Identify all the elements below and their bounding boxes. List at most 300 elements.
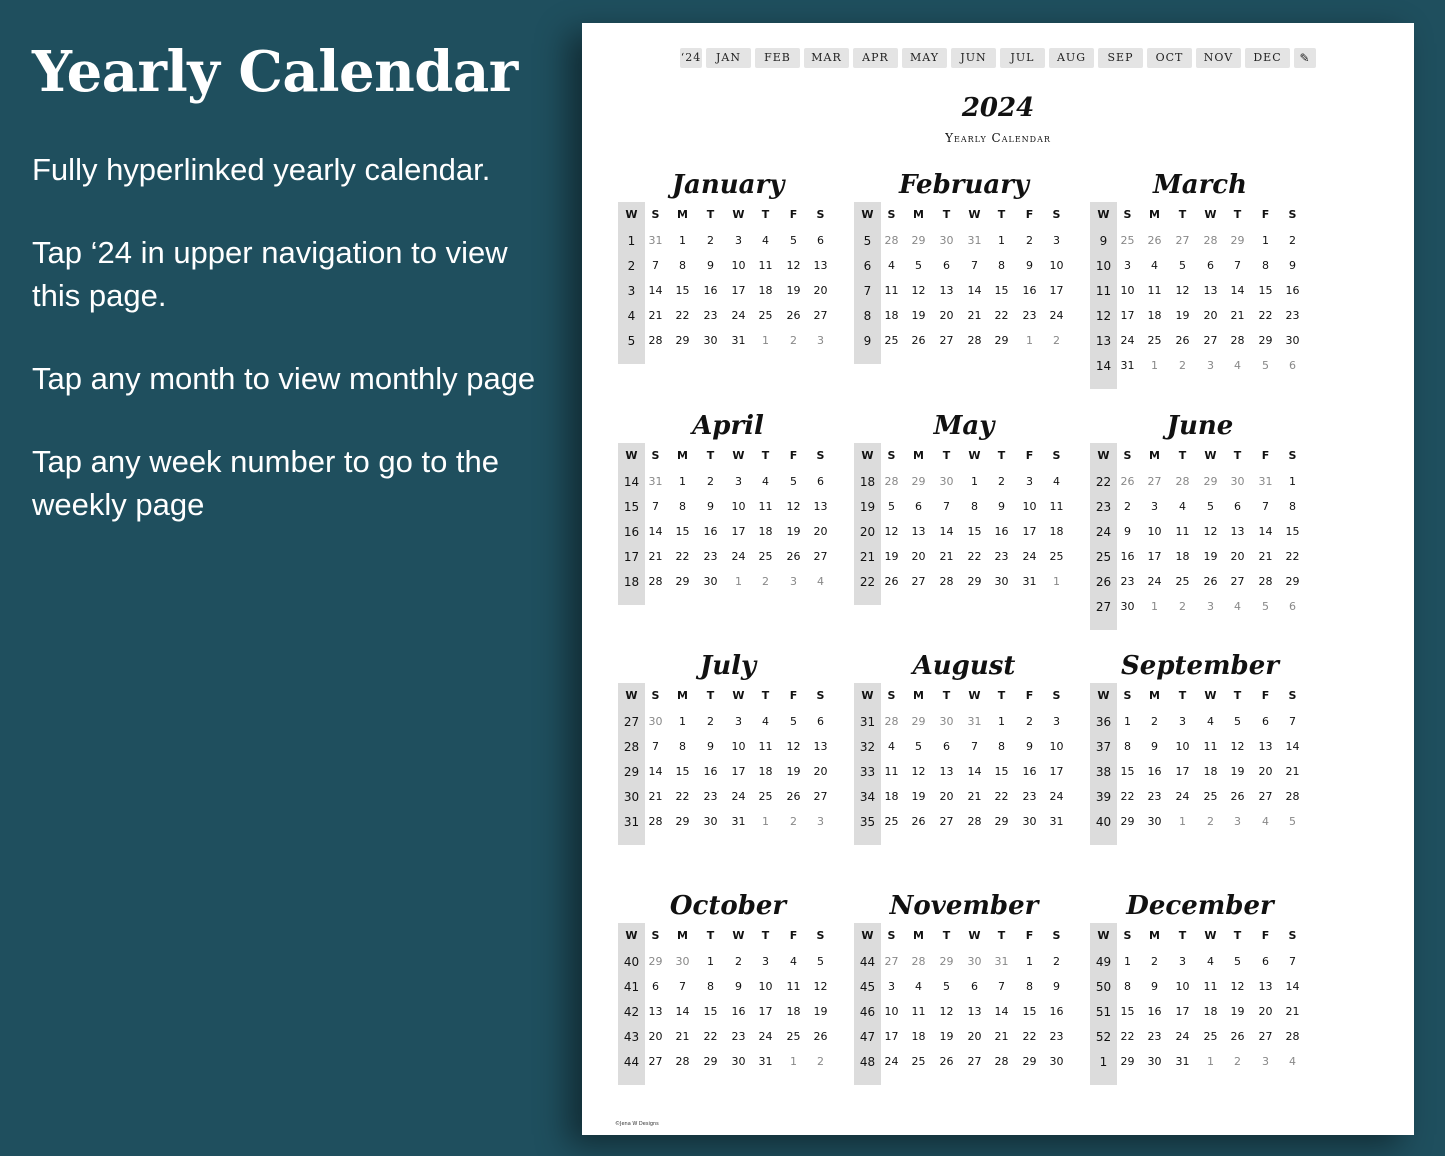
day-cell: 31 xyxy=(967,715,982,728)
day-cell: 5 xyxy=(915,259,922,272)
day-cell: 17 xyxy=(1049,284,1064,297)
week-number-link[interactable]: 18 xyxy=(859,475,876,489)
week-number-link[interactable]: 49 xyxy=(1095,955,1112,969)
day-cell: 18 xyxy=(1147,309,1162,322)
day-cell: 30 xyxy=(703,575,718,588)
weekday-label: W xyxy=(732,929,745,942)
week-row xyxy=(1090,1002,1310,1022)
nav-month-tab-jun[interactable]: JUN xyxy=(951,48,996,68)
day-cell: 21 xyxy=(675,1030,690,1043)
week-number-link[interactable]: 41 xyxy=(623,980,640,994)
day-cell: 12 xyxy=(1175,284,1190,297)
week-number-link[interactable]: 50 xyxy=(1095,980,1112,994)
week-number-link[interactable]: 48 xyxy=(859,1055,876,1069)
week-number-link[interactable]: 43 xyxy=(623,1030,640,1044)
day-cell: 16 xyxy=(1147,1005,1162,1018)
day-cell: 23 xyxy=(994,550,1009,563)
week-number-link[interactable]: 12 xyxy=(1095,309,1112,323)
week-row xyxy=(618,547,838,567)
month-name[interactable]: October xyxy=(669,891,787,921)
day-cell: 30 xyxy=(703,815,718,828)
day-cell: 21 xyxy=(1230,309,1245,322)
week-number-link[interactable]: 25 xyxy=(1095,550,1112,564)
day-cell: 3 xyxy=(1234,815,1241,828)
nav-month-tab-jan[interactable]: JAN xyxy=(706,48,751,68)
day-cell: 31 xyxy=(648,475,663,488)
weekday-label: S xyxy=(1288,929,1297,942)
day-cell: 20 xyxy=(967,1030,982,1043)
weekday-label: S xyxy=(887,929,896,942)
week-number-link[interactable]: 40 xyxy=(623,955,640,969)
day-cell: 29 xyxy=(1022,1055,1037,1068)
day-cell: 2 xyxy=(1124,500,1131,513)
day-cell: 31 xyxy=(758,1055,773,1068)
day-cell: 29 xyxy=(994,815,1009,828)
day-cell: 23 xyxy=(731,1030,746,1043)
week-row xyxy=(854,331,1074,351)
day-cell: 3 xyxy=(817,815,824,828)
week-number-link[interactable]: 16 xyxy=(623,525,640,539)
month-name[interactable]: July xyxy=(699,651,757,681)
weekday-label: S xyxy=(1123,449,1132,462)
day-cell: 30 xyxy=(1285,334,1300,347)
week-number-link[interactable]: 22 xyxy=(859,575,876,589)
day-cell: 4 xyxy=(1234,359,1241,372)
day-cell: 9 xyxy=(735,980,742,993)
day-cell: 5 xyxy=(1262,600,1269,613)
week-row xyxy=(618,1027,838,1047)
day-cell: 7 xyxy=(998,980,1005,993)
month-name[interactable]: December xyxy=(1126,891,1274,921)
day-cell: 21 xyxy=(648,309,663,322)
month-name[interactable]: September xyxy=(1121,651,1279,681)
day-cell: 24 xyxy=(1049,309,1064,322)
nav-month-tab-may[interactable]: MAY xyxy=(902,48,947,68)
day-cell: 3 xyxy=(735,475,742,488)
day-cell: 2 xyxy=(1207,815,1214,828)
day-cell: 8 xyxy=(1124,980,1131,993)
weekday-label: T xyxy=(706,689,715,702)
week-row xyxy=(1090,1027,1310,1047)
week-number-link[interactable]: 30 xyxy=(623,790,640,804)
day-cell: 26 xyxy=(813,1030,828,1043)
day-cell: 4 xyxy=(1151,259,1158,272)
week-number-link[interactable]: 1 xyxy=(1099,1055,1108,1069)
day-cell: 22 xyxy=(1258,309,1273,322)
week-number-link[interactable]: 46 xyxy=(859,1005,876,1019)
day-cell: 7 xyxy=(1289,715,1296,728)
nav-month-tab-mar[interactable]: MAR xyxy=(804,48,849,68)
day-cell: 19 xyxy=(813,1005,828,1018)
day-cell: 5 xyxy=(888,500,895,513)
day-cell: 16 xyxy=(1285,284,1300,297)
week-number-link[interactable]: 27 xyxy=(1095,600,1112,614)
week-number-link[interactable]: 31 xyxy=(859,715,876,729)
day-cell: 24 xyxy=(884,1055,899,1068)
weekday-label: S xyxy=(816,449,825,462)
week-number-link[interactable]: 7 xyxy=(863,284,872,298)
day-cell: 30 xyxy=(939,715,954,728)
nav-month-tab-jul[interactable]: JUL xyxy=(1000,48,1045,68)
weekday-header-row xyxy=(854,205,1074,225)
day-cell: 27 xyxy=(1147,475,1162,488)
week-header-label: W xyxy=(861,449,874,462)
week-number-link[interactable]: 1 xyxy=(627,234,636,248)
week-header-label: W xyxy=(861,689,874,702)
day-cell: 13 xyxy=(813,500,828,513)
day-cell: 28 xyxy=(1175,475,1190,488)
month-name[interactable]: November xyxy=(889,891,1039,921)
day-cell: 29 xyxy=(911,475,926,488)
day-cell: 22 xyxy=(1120,1030,1135,1043)
week-number-link[interactable]: 5 xyxy=(863,234,872,248)
day-cell: 26 xyxy=(1120,475,1135,488)
day-cell: 20 xyxy=(939,309,954,322)
day-cell: 2 xyxy=(790,334,797,347)
week-number-link[interactable]: 47 xyxy=(859,1030,876,1044)
day-cell: 15 xyxy=(994,284,1009,297)
day-cell: 14 xyxy=(675,1005,690,1018)
week-number-link[interactable]: 44 xyxy=(623,1055,640,1069)
day-cell: 1 xyxy=(790,1055,797,1068)
day-cell: 12 xyxy=(786,740,801,753)
day-cell: 14 xyxy=(967,765,982,778)
day-cell: 18 xyxy=(911,1030,926,1043)
weekday-label: T xyxy=(1233,208,1242,221)
weekday-label: T xyxy=(1233,449,1242,462)
month-name[interactable]: January xyxy=(671,170,785,200)
day-cell: 1 xyxy=(998,715,1005,728)
week-number-link[interactable]: 37 xyxy=(1095,740,1112,754)
day-cell: 13 xyxy=(1203,284,1218,297)
day-cell: 9 xyxy=(1151,980,1158,993)
day-cell: 1 xyxy=(1026,334,1033,347)
week-number-link[interactable]: 14 xyxy=(1095,359,1112,373)
week-number-link[interactable]: 9 xyxy=(1099,234,1108,248)
week-number-link[interactable]: 35 xyxy=(859,815,876,829)
day-cell: 12 xyxy=(1230,740,1245,753)
nav-month-tab-sep[interactable]: SEP xyxy=(1098,48,1143,68)
week-number-link[interactable]: 31 xyxy=(623,815,640,829)
week-row xyxy=(618,762,838,782)
pencil-icon[interactable]: ✎ xyxy=(1294,48,1316,68)
week-number-link[interactable]: 36 xyxy=(1095,715,1112,729)
month-name[interactable]: August xyxy=(912,651,1016,681)
day-cell: 27 xyxy=(1258,790,1273,803)
day-cell: 2 xyxy=(1053,955,1060,968)
day-cell: 2 xyxy=(707,234,714,247)
day-cell: 4 xyxy=(762,234,769,247)
week-number-link[interactable]: 4 xyxy=(627,309,636,323)
week-row xyxy=(854,522,1074,542)
weekday-label: F xyxy=(1261,929,1270,942)
week-number-link[interactable]: 33 xyxy=(859,765,876,779)
weekday-label: T xyxy=(761,208,770,221)
weekday-label: W xyxy=(1204,929,1217,942)
day-cell: 22 xyxy=(675,550,690,563)
day-cell: 16 xyxy=(703,765,718,778)
week-row xyxy=(618,256,838,276)
nav-month-tab-aug[interactable]: AUG xyxy=(1049,48,1094,68)
weekday-label: M xyxy=(677,929,688,942)
day-cell: 12 xyxy=(911,284,926,297)
day-cell: 18 xyxy=(1203,765,1218,778)
week-number-link[interactable]: 9 xyxy=(863,334,872,348)
day-cell: 17 xyxy=(731,525,746,538)
day-cell: 31 xyxy=(1022,575,1037,588)
day-cell: 26 xyxy=(1147,234,1162,247)
week-number-link[interactable]: 23 xyxy=(1095,500,1112,514)
week-number-link[interactable]: 14 xyxy=(623,475,640,489)
week-row xyxy=(618,472,838,492)
weekday-header-row xyxy=(618,926,838,946)
day-cell: 30 xyxy=(939,475,954,488)
week-number-link[interactable]: 44 xyxy=(859,955,876,969)
weekday-label: S xyxy=(816,208,825,221)
weekday-label: S xyxy=(887,689,896,702)
day-cell: 26 xyxy=(1203,575,1218,588)
day-cell: 8 xyxy=(679,500,686,513)
day-cell: 13 xyxy=(648,1005,663,1018)
day-cell: 1 xyxy=(1124,715,1131,728)
day-cell: 3 xyxy=(1179,715,1186,728)
promo-text-3: Tap any month to view monthly page xyxy=(32,361,536,396)
nav-month-tab-oct[interactable]: OCT xyxy=(1147,48,1192,68)
week-row xyxy=(1090,812,1310,832)
day-cell: 3 xyxy=(1053,715,1060,728)
weekday-label: T xyxy=(761,929,770,942)
week-number-link[interactable]: 40 xyxy=(1095,815,1112,829)
day-cell: 3 xyxy=(762,955,769,968)
day-cell: 25 xyxy=(1049,550,1064,563)
week-number-link[interactable]: 22 xyxy=(1095,475,1112,489)
week-number-link[interactable]: 15 xyxy=(623,500,640,514)
day-cell: 17 xyxy=(1175,1005,1190,1018)
week-number-link[interactable]: 8 xyxy=(863,309,872,323)
week-number-link[interactable]: 27 xyxy=(623,715,640,729)
week-row xyxy=(618,522,838,542)
day-cell: 27 xyxy=(813,309,828,322)
day-cell: 1 xyxy=(762,815,769,828)
day-cell: 24 xyxy=(1049,790,1064,803)
week-row xyxy=(618,787,838,807)
week-number-link[interactable]: 17 xyxy=(623,550,640,564)
month-name[interactable]: March xyxy=(1152,170,1248,200)
week-number-link[interactable]: 28 xyxy=(623,740,640,754)
day-cell: 14 xyxy=(648,525,663,538)
day-cell: 28 xyxy=(675,1055,690,1068)
day-cell: 29 xyxy=(911,715,926,728)
day-cell: 2 xyxy=(1179,600,1186,613)
day-cell: 30 xyxy=(1230,475,1245,488)
day-cell: 1 xyxy=(998,234,1005,247)
day-cell: 7 xyxy=(652,500,659,513)
day-cell: 21 xyxy=(648,790,663,803)
nav-year-tab[interactable]: ‘24 xyxy=(680,48,702,68)
day-cell: 16 xyxy=(994,525,1009,538)
day-cell: 8 xyxy=(1026,980,1033,993)
day-cell: 30 xyxy=(731,1055,746,1068)
day-cell: 13 xyxy=(967,1005,982,1018)
weekday-label: F xyxy=(1025,929,1034,942)
weekday-header-row xyxy=(618,205,838,225)
day-cell: 1 xyxy=(1151,600,1158,613)
weekday-header-row xyxy=(854,686,1074,706)
day-cell: 22 xyxy=(703,1030,718,1043)
day-cell: 17 xyxy=(1147,550,1162,563)
month-name[interactable]: June xyxy=(1166,411,1234,441)
day-cell: 5 xyxy=(790,715,797,728)
nav-month-tab-nov[interactable]: NOV xyxy=(1196,48,1241,68)
month-name[interactable]: April xyxy=(692,411,764,441)
weekday-label: T xyxy=(706,929,715,942)
day-cell: 12 xyxy=(1230,980,1245,993)
day-cell: 19 xyxy=(1203,550,1218,563)
day-cell: 10 xyxy=(1022,500,1037,513)
day-cell: 24 xyxy=(1022,550,1037,563)
day-cell: 25 xyxy=(758,790,773,803)
nav-month-tab-apr[interactable]: APR xyxy=(853,48,898,68)
day-cell: 20 xyxy=(813,765,828,778)
day-cell: 4 xyxy=(762,715,769,728)
day-cell: 29 xyxy=(703,1055,718,1068)
day-cell: 2 xyxy=(998,475,1005,488)
day-cell: 24 xyxy=(1175,1030,1190,1043)
day-cell: 2 xyxy=(1179,359,1186,372)
day-cell: 5 xyxy=(1179,259,1186,272)
day-cell: 15 xyxy=(1120,765,1135,778)
week-number-link[interactable]: 38 xyxy=(1095,765,1112,779)
week-number-link[interactable]: 10 xyxy=(1095,259,1112,273)
day-cell: 12 xyxy=(813,980,828,993)
day-cell: 28 xyxy=(648,334,663,347)
week-number-link[interactable]: 19 xyxy=(859,500,876,514)
weekday-label: M xyxy=(1149,449,1160,462)
day-cell: 25 xyxy=(786,1030,801,1043)
weekday-label: T xyxy=(942,689,951,702)
week-row xyxy=(1090,547,1310,567)
month-name[interactable]: May xyxy=(933,411,995,441)
day-cell: 18 xyxy=(1175,550,1190,563)
day-cell: 4 xyxy=(915,980,922,993)
week-header-label: W xyxy=(1097,208,1110,221)
day-cell: 27 xyxy=(911,575,926,588)
weekday-label: S xyxy=(887,208,896,221)
day-cell: 30 xyxy=(1147,1055,1162,1068)
day-cell: 15 xyxy=(1285,525,1300,538)
day-cell: 14 xyxy=(967,284,982,297)
week-number-link[interactable]: 34 xyxy=(859,790,876,804)
week-number-link[interactable]: 32 xyxy=(859,740,876,754)
day-cell: 28 xyxy=(1285,790,1300,803)
nav-month-tab-dec[interactable]: DEC xyxy=(1245,48,1290,68)
day-cell: 11 xyxy=(786,980,801,993)
day-cell: 26 xyxy=(786,790,801,803)
weekday-label: S xyxy=(1052,689,1061,702)
week-number-link[interactable]: 6 xyxy=(863,259,872,273)
weekday-label: S xyxy=(887,449,896,462)
day-cell: 17 xyxy=(1049,765,1064,778)
weekday-label: F xyxy=(789,929,798,942)
day-cell: 29 xyxy=(939,955,954,968)
day-cell: 28 xyxy=(1285,1030,1300,1043)
day-cell: 4 xyxy=(1234,600,1241,613)
page-title: 2024 xyxy=(961,93,1035,123)
weekday-header-row xyxy=(618,446,838,466)
weekday-label: T xyxy=(1178,208,1187,221)
day-cell: 16 xyxy=(1120,550,1135,563)
nav-month-tab-feb[interactable]: FEB xyxy=(755,48,800,68)
month-name[interactable]: February xyxy=(898,170,1029,200)
day-cell: 5 xyxy=(790,475,797,488)
week-row xyxy=(854,1052,1074,1072)
day-cell: 4 xyxy=(1207,955,1214,968)
week-number-link[interactable]: 2 xyxy=(627,259,636,273)
week-number-link[interactable]: 39 xyxy=(1095,790,1112,804)
week-number-link[interactable]: 29 xyxy=(623,765,640,779)
page-subtitle: Yearly Calendar xyxy=(945,131,1051,145)
weekday-label: T xyxy=(761,689,770,702)
day-cell: 7 xyxy=(1289,955,1296,968)
day-cell: 13 xyxy=(813,259,828,272)
week-number-link[interactable]: 51 xyxy=(1095,1005,1112,1019)
week-row xyxy=(1090,231,1310,251)
day-cell: 4 xyxy=(1179,500,1186,513)
week-row xyxy=(1090,472,1310,492)
day-cell: 13 xyxy=(1258,980,1273,993)
day-cell: 27 xyxy=(813,550,828,563)
day-cell: 23 xyxy=(1285,309,1300,322)
week-number-link[interactable]: 24 xyxy=(1095,525,1112,539)
weekday-label: S xyxy=(651,689,660,702)
week-number-link[interactable]: 26 xyxy=(1095,575,1112,589)
week-row xyxy=(854,472,1074,492)
weekday-header-row xyxy=(854,446,1074,466)
day-cell: 7 xyxy=(971,259,978,272)
weekday-label: S xyxy=(1052,208,1061,221)
day-cell: 25 xyxy=(1120,234,1135,247)
day-cell: 4 xyxy=(1053,475,1060,488)
week-number-link[interactable]: 45 xyxy=(859,980,876,994)
day-cell: 22 xyxy=(675,309,690,322)
week-number-link[interactable]: 52 xyxy=(1095,1030,1112,1044)
week-number-link[interactable]: 5 xyxy=(627,334,636,348)
week-row xyxy=(618,812,838,832)
day-cell: 15 xyxy=(1120,1005,1135,1018)
weekday-label: S xyxy=(651,449,660,462)
week-number-link[interactable]: 3 xyxy=(627,284,636,298)
week-row xyxy=(854,712,1074,732)
day-cell: 23 xyxy=(703,790,718,803)
day-cell: 5 xyxy=(943,980,950,993)
week-number-link[interactable]: 20 xyxy=(859,525,876,539)
week-number-link[interactable]: 42 xyxy=(623,1005,640,1019)
week-number-link[interactable]: 13 xyxy=(1095,334,1112,348)
day-cell: 11 xyxy=(884,284,899,297)
day-cell: 1 xyxy=(707,955,714,968)
day-cell: 11 xyxy=(911,1005,926,1018)
week-row xyxy=(854,977,1074,997)
day-cell: 10 xyxy=(1049,259,1064,272)
week-row xyxy=(854,547,1074,567)
week-number-link[interactable]: 21 xyxy=(859,550,876,564)
week-number-link[interactable]: 11 xyxy=(1095,284,1112,298)
day-cell: 24 xyxy=(731,309,746,322)
week-number-link[interactable]: 18 xyxy=(623,575,640,589)
day-cell: 9 xyxy=(1151,740,1158,753)
weekday-label: W xyxy=(1204,689,1217,702)
day-cell: 25 xyxy=(884,815,899,828)
